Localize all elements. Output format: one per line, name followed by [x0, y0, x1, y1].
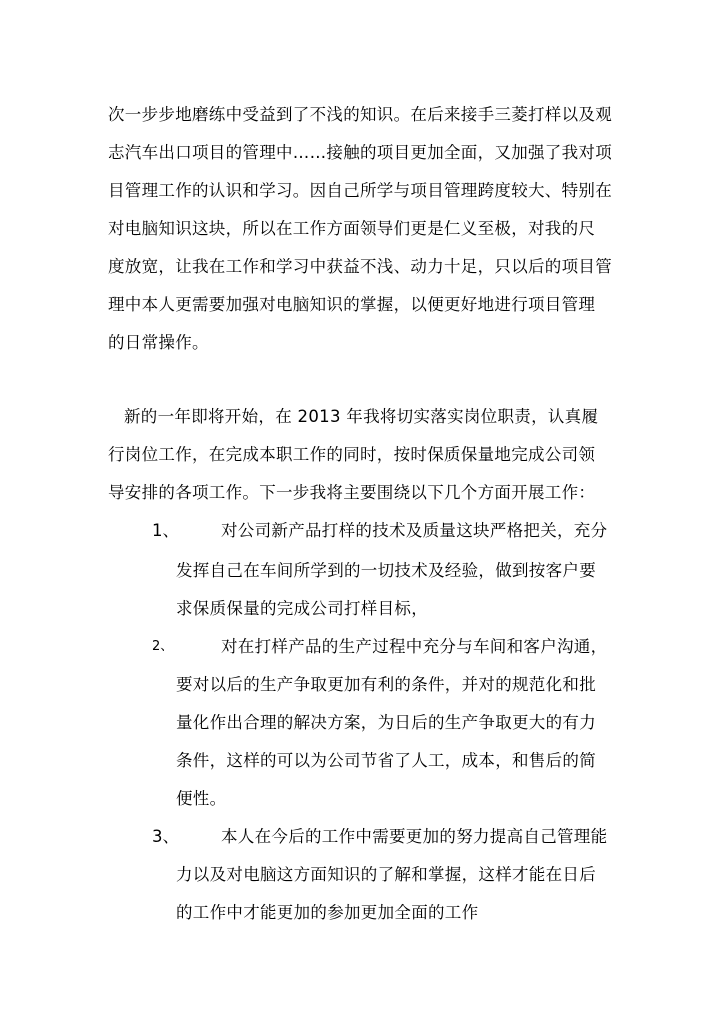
list-item-3-line-1: 本人在今后的工作中需要更加的努力提高自己管理能 [221, 827, 608, 846]
list-item-3-line-2: 力以及对电脑这方面知识的了解和掌握，这样才能在日后 [176, 865, 596, 884]
paragraph-1-line-3: 目管理工作的认识和学习。因自己所学与项目管理跨度较大、特别在 [108, 181, 612, 200]
list-item-2-number: 2、 [152, 639, 174, 654]
list-item-3-number: 3、 [152, 827, 179, 846]
list-item-1-number: 1、 [152, 521, 179, 540]
paragraph-1-line-4: 对电脑知识这块，所以在工作方面领导们更是仁义至极，对我的尺 [108, 219, 596, 238]
paragraph-1-line-1: 次一步步地磨练中受益到了不浅的知识。在后来接手三菱打样以及观 [108, 105, 612, 124]
list-item-1-line-1: 对公司新产品打样的技术及质量这块严格把关，充分 [221, 521, 608, 540]
list-item-1-line-3: 求保质保量的完成公司打样目标， [176, 599, 428, 618]
list-item-2-line-1: 对在打样产品的生产过程中充分与车间和客户沟通， [221, 637, 608, 656]
paragraph-2-line-1: 新的一年即将开始，在 2013 年我将切实落实岗位职责，认真履 [124, 407, 599, 426]
list-item-2-line-4: 条件，这样的可以为公司节省了人工，成本，和售后的简 [176, 751, 596, 770]
paragraph-1-line-6: 理中本人更需要加强对电脑知识的掌握，以便更好地进行项目管理 [108, 295, 596, 314]
list-item-1-line-2: 发挥自己在车间所学到的一切技术及经验，做到按客户要 [176, 561, 596, 580]
list-item-2-line-2: 要对以后的生产争取更加有利的条件，并对的规范化和批 [176, 675, 596, 694]
paragraph-2-line-2: 行岗位工作，在完成本职工作的同时，按时保质保量地完成公司领 [108, 445, 596, 464]
paragraph-1-line-5: 度放宽，让我在工作和学习中获益不浅、动力十足，只以后的项目管 [108, 257, 612, 276]
paragraph-1-line-7: 的日常操作。 [108, 333, 209, 352]
paragraph-1-line-2: 志汽车出口项目的管理中……接触的项目更加全面，又加强了我对项 [108, 143, 612, 162]
list-item-2-line-3: 量化作出合理的解决方案，为日后的生产争取更大的有力 [176, 713, 596, 732]
list-item-2-line-5: 便性。 [176, 789, 227, 808]
list-item-3-line-3: 的工作中才能更加的参加更加全面的工作 [176, 903, 479, 922]
paragraph-2-line-3: 导安排的各项工作。下一步我将主要围绕以下几个方面开展工作： [108, 483, 596, 502]
